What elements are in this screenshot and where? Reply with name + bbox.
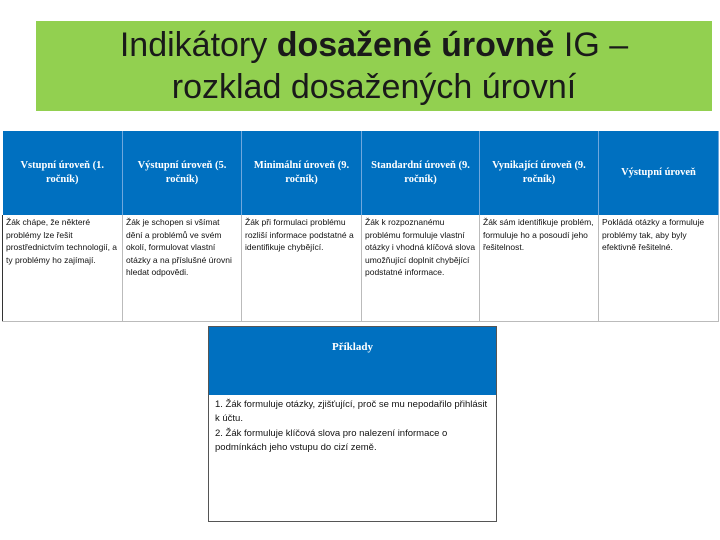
table-cell: Žák při formulaci problému rozliší informace podstatné a identifikuje chybějící. [242, 215, 362, 322]
table-cell: Žák chápe, že některé problémy lze řešit prostřednictvím technologií, a ty problémy ho zajímají. [3, 215, 123, 322]
header-excellent-level: Vynikající úroveň (9. ročník) [480, 131, 599, 215]
example-item: 1. Žák formuluje otázky, zjišťující, proč se mu nepodařilo přihlásit k účtu. [215, 399, 488, 424]
levels-table [2, 131, 719, 322]
header-output-level-5: Výstupní úroveň (5. ročník) [123, 131, 242, 215]
header-entry-level: Vstupní úroveň (1. ročník) [3, 131, 123, 215]
examples-list [209, 395, 496, 454]
table-cell: Žák sám identifikuje problém, formuluje ho a posoudí jeho řešitelnost. [480, 215, 599, 322]
table-cell: Pokládá otázky a formuluje problémy tak, aby byly efektivně řešitelné. [599, 215, 719, 322]
title-line-1 [120, 24, 628, 66]
table-cell: Žák k rozpoznanému problému formuluje vlastní otázky i vhodná klíčová slova umožňující doplnit chybějící podstatné informace. [362, 215, 480, 322]
title-part-end: IG – [554, 26, 629, 64]
slide-title [36, 21, 712, 111]
header-standard-level: Standardní úroveň (9. ročník) [362, 131, 480, 215]
examples-box [208, 326, 497, 522]
examples-heading: Příklady [209, 327, 496, 395]
table-cell: Žák je schopen si všímat dění a problémů ve svém okolí, formulovat vlastní otázky a na příslušné úrovni hledat odpovědi. [123, 215, 242, 322]
title-line-2: rozklad dosažených úrovní [171, 68, 577, 106]
header-minimal-level: Minimální úroveň (9. ročník) [242, 131, 362, 215]
table-row [3, 215, 719, 322]
title-part-bold: dosažené úrovně [276, 26, 555, 64]
example-item: 2. Žák formuluje klíčová slova pro nalezení informace o podmínkách jeho vstupu do cizí země. [215, 428, 448, 453]
table-header-row [3, 131, 719, 215]
title-part-1: Indikátory [119, 26, 277, 64]
header-output-level: Výstupní úroveň [599, 131, 719, 215]
